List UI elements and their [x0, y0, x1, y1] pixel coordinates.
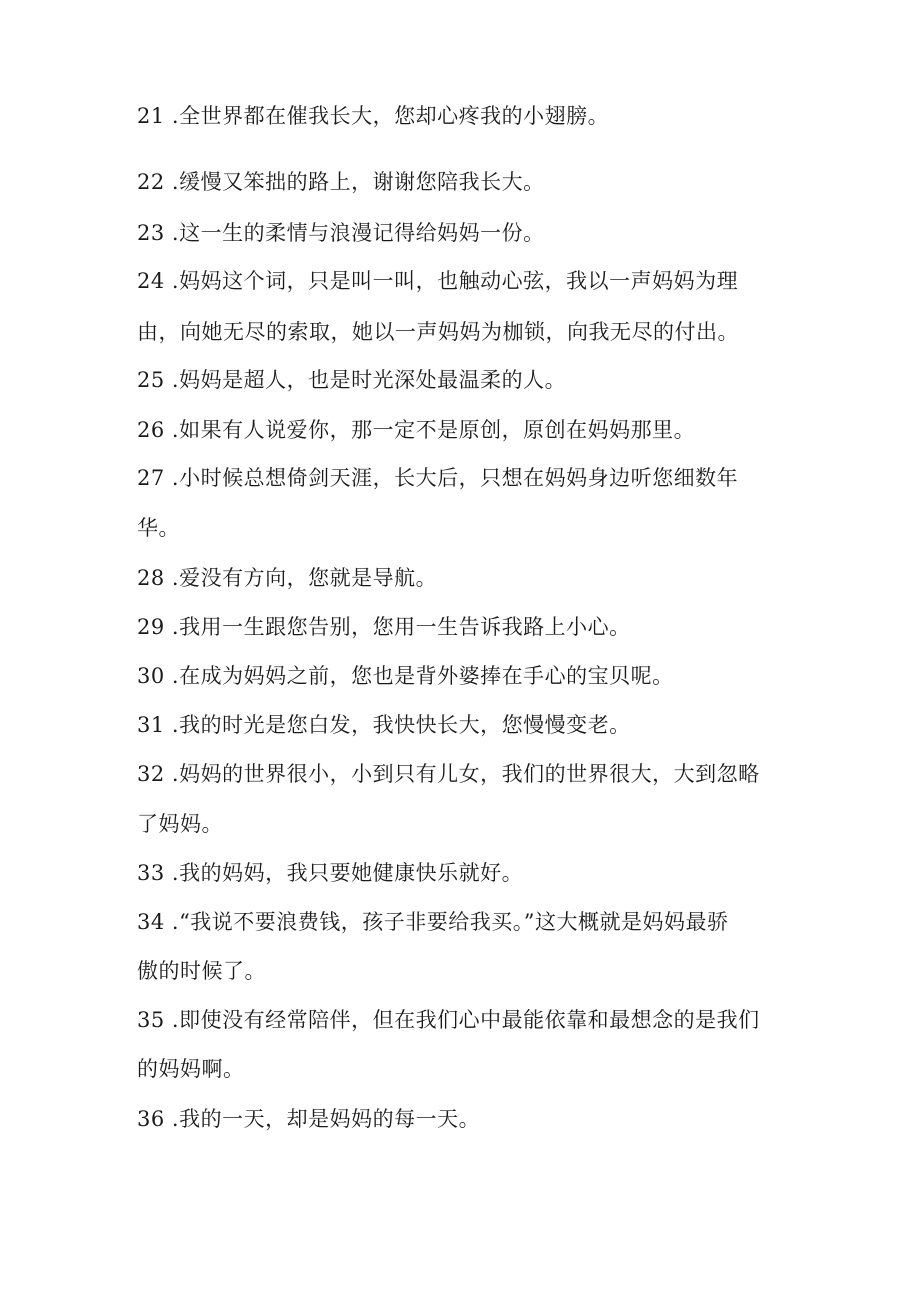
text-line-27: 27 .小时候总想倚剑天涯，长大后，只想在妈妈身边听您细数年	[137, 466, 739, 490]
text-line-25: 25 .妈妈是超人，也是时光深处最温柔的人。	[137, 368, 567, 392]
text-line-30: 30 .在成为妈妈之前，您也是背外婆捧在手心的宝贝呢。	[137, 664, 674, 688]
text-line-23: 23 .这一生的柔情与浪漫记得给妈妈一份。	[137, 221, 545, 245]
text-line-24-cont: 由，向她无尽的索取，她以一声妈妈为枷锁，向我无尽的付出。	[137, 320, 739, 344]
text-line-29: 29 .我用一生跟您告别，您用一生告诉我路上小心。	[137, 615, 631, 639]
text-line-26: 26 .如果有人说爱你，那一定不是原创，原创在妈妈那里。	[137, 418, 696, 442]
text-line-33: 33 .我的妈妈，我只要她健康快乐就好。	[137, 861, 524, 885]
text-line-31: 31 .我的时光是您白发，我快快长大，您慢慢变老。	[137, 713, 631, 737]
text-line-21: 21 .全世界都在催我长大，您却心疼我的小翅膀。	[137, 104, 610, 128]
text-line-28: 28 .爱没有方向，您就是导航。	[137, 566, 438, 590]
text-line-36: 36 .我的一天，却是妈妈的每一天。	[137, 1107, 481, 1131]
text-line-34-cont: 傲的时候了。	[137, 959, 266, 983]
text-line-32: 32 .妈妈的世界很小，小到只有儿女，我们的世界很大，大到忽略	[137, 762, 760, 786]
text-line-22: 22 .缓慢又笨拙的路上，谢谢您陪我长大。	[137, 170, 545, 194]
text-line-32-cont: 了妈妈。	[137, 812, 223, 836]
text-line-34: 34 .“我说不要浪费钱，孩子非要给我买。”这大概就是妈妈最骄	[137, 910, 729, 934]
text-line-35: 35 .即使没有经常陪伴，但在我们心中最能依靠和最想念的是我们	[137, 1008, 760, 1032]
text-line-35-cont: 的妈妈啊。	[137, 1057, 245, 1081]
text-line-24: 24 .妈妈这个词，只是叫一叫，也触动心弦，我以一声妈妈为理	[137, 269, 739, 293]
text-line-27-cont: 华。	[137, 516, 180, 540]
